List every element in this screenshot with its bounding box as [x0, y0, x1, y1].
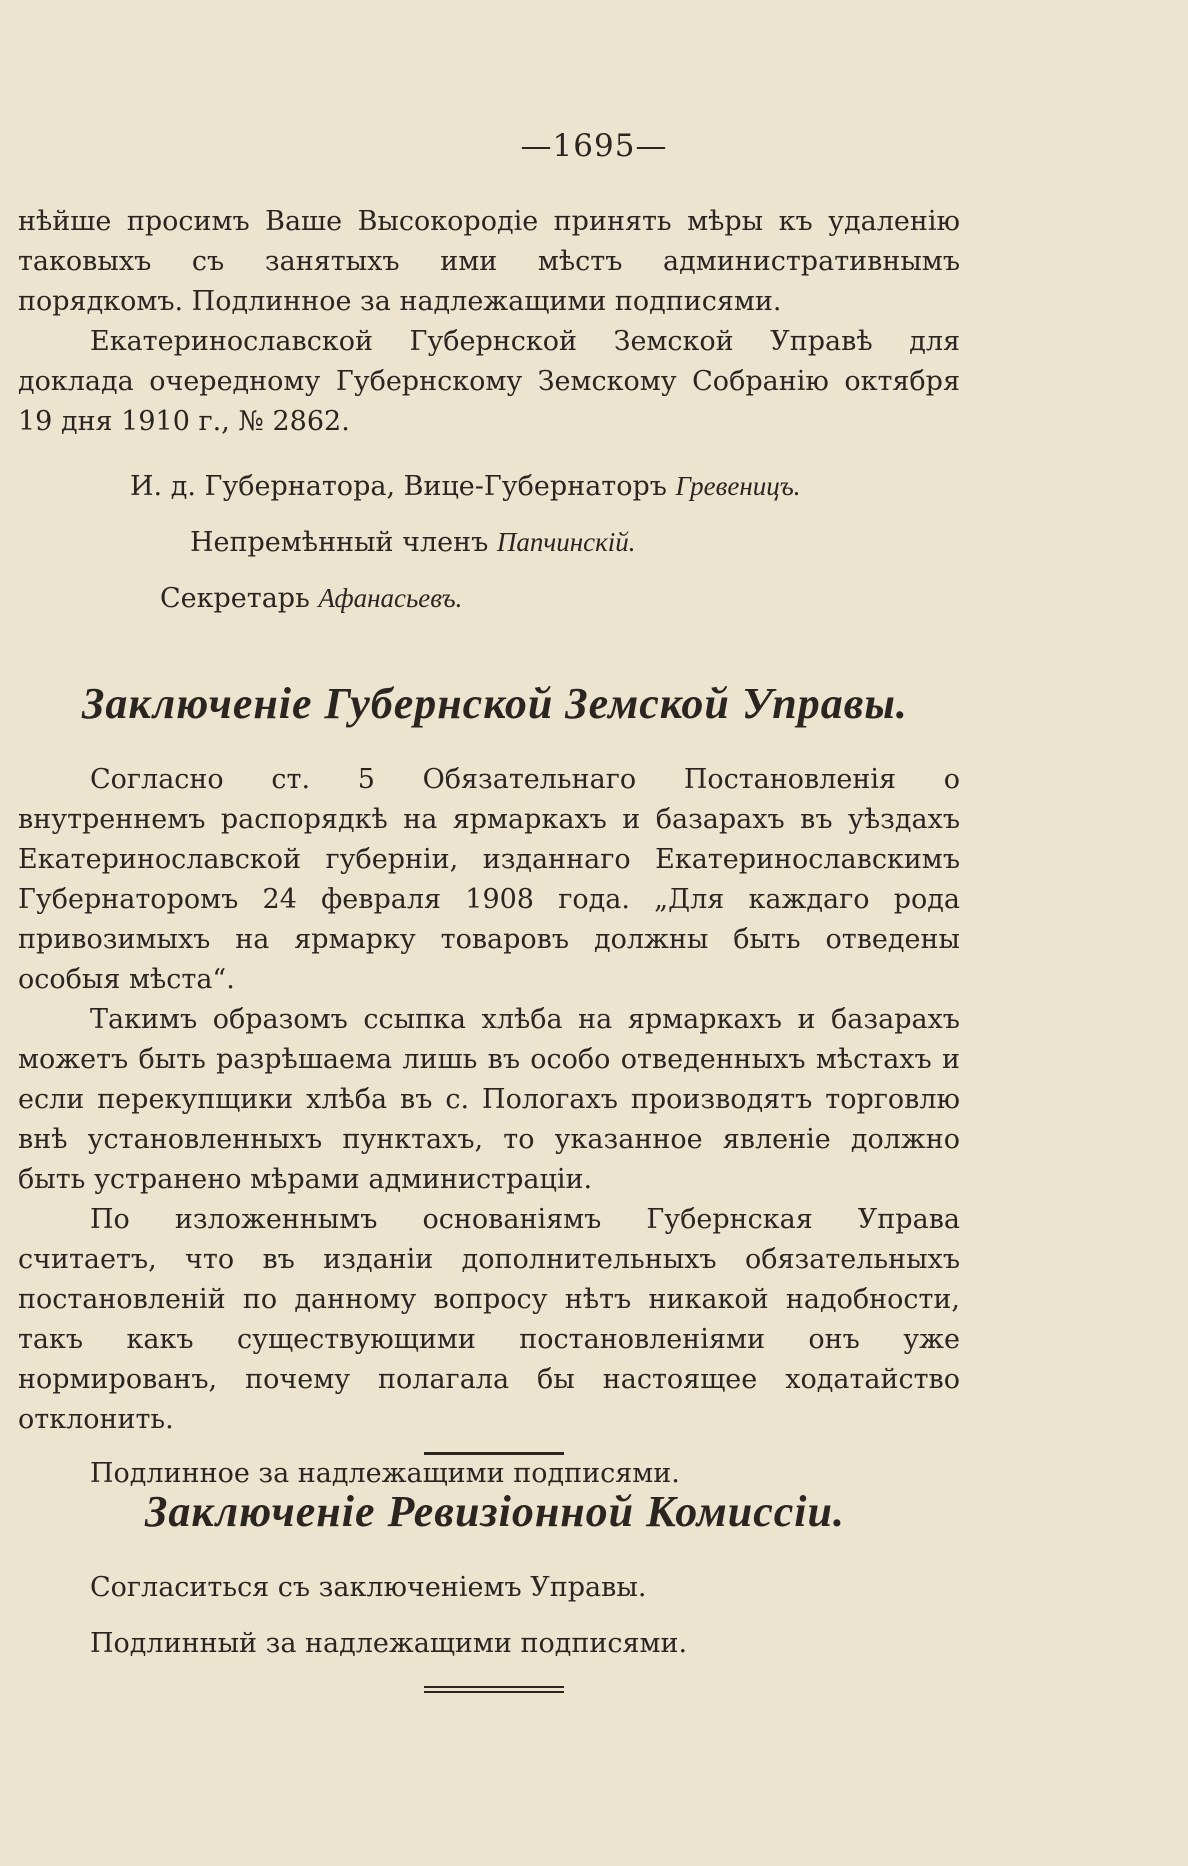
governor-title: И. д. Губернатора, Вице-Губернаторъ — [130, 471, 667, 502]
section-divider — [424, 1452, 564, 1455]
intro-paragraph-2: Екатеринославской Губернской Земской Управѣ для доклада очередному Губернскому Земскому Собранію октября 19 дня 1910 г., № 2862. — [18, 326, 960, 437]
section1-paragraph-2: Такимъ образомъ ссыпка хлѣба на ярмаркахъ и базарахъ можетъ быть разрѣшаема лишь въ особо отведенныхъ мѣстахъ и если перекупщики хлѣба въ с. Пологахъ производятъ торговлю внѣ установленныхъ пунктахъ, то указанное явленіе должно быть устранено мѣрами администраціи. — [18, 1004, 960, 1195]
section1-paragraph-3: По изложеннымъ основаніямъ Губернская Управа считаетъ, что въ изданіи дополнительныхъ обязательныхъ постановленій по данному вопросу нѣтъ никакой надобности, такъ какъ существующими постановленіями онъ уже нормированъ, почему полагала бы настоящее ходатайство отклонить. — [18, 1204, 960, 1435]
signature-secretary — [160, 578, 462, 619]
governor-name: Гревеницъ. — [675, 471, 801, 501]
section1-paragraph-1: Согласно ст. 5 Обязательнаго Постановленія о внутреннемъ распорядкѣ на ярмаркахъ и базарахъ въ уѣздахъ Екатеринославской губерніи, изданнаго Екатеринославскимъ Губернаторомъ 24 февраля 1908 года. „Для каждаго рода привозимыхъ на ярмарку товаровъ должны быть отведены особыя мѣста“. — [18, 764, 960, 995]
signature-member — [190, 522, 636, 563]
end-double-rule — [424, 1686, 564, 1696]
section1-paragraph-4: Подлинное за надлежащими подписями. — [90, 1458, 680, 1489]
section2-paragraph-2: Подлинный за надлежащими подписями. — [90, 1628, 688, 1659]
intro-text — [18, 202, 960, 442]
member-name: Папчинскій. — [496, 527, 636, 557]
secretary-title: Секретарь — [160, 583, 310, 614]
section1-text — [18, 760, 960, 1494]
secretary-name: Афанасьевъ. — [318, 583, 463, 613]
signature-governor — [130, 466, 801, 507]
section2-paragraph-1: Согласиться съ заключеніемъ Управы. — [90, 1572, 647, 1603]
page-number: —1695— — [520, 128, 668, 164]
member-title: Непремѣнный членъ — [190, 527, 489, 558]
intro-paragraph-1: нѣйше просимъ Ваше Высокородіе принять мѣры къ удаленію таковыхъ съ занятыхъ ими мѣстъ административнымъ порядкомъ. Подлинное за надлежащими подписями. — [18, 206, 960, 317]
section2-text — [18, 1568, 960, 1664]
section2-heading: Заключеніе Ревизіонной Комиссіи. — [144, 1487, 845, 1536]
section1-heading: Заключеніе Губернской Земской Управы. — [82, 679, 908, 728]
